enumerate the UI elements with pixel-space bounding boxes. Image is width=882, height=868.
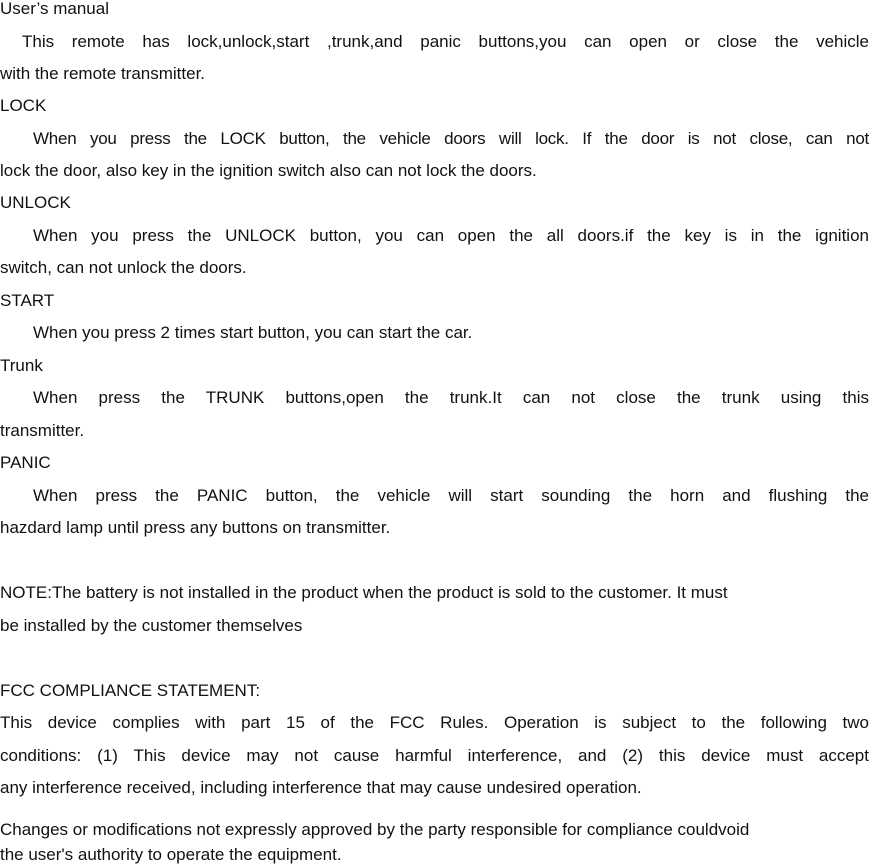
section-heading-start: START <box>0 291 55 310</box>
trunk-line-1: When press the TRUNK buttons,open the trunk.It can not close the trunk using this <box>33 388 869 407</box>
changes-line-1: Changes or modifications not expressly approved by the party responsible for compliance couldvoid <box>0 820 750 839</box>
fcc-line-1: This device complies with part 15 of the FCC Rules. Operation is subject to the following two <box>0 713 869 732</box>
changes-line-2: the user's authority to operate the equipment. <box>0 845 342 864</box>
intro-line-2: with the remote transmitter. <box>0 64 206 83</box>
panic-line-1: When press the PANIC button, the vehicle will start sounding the horn and flushing the <box>33 486 869 505</box>
section-heading-lock: LOCK <box>0 96 47 115</box>
trunk-line-2: transmitter. <box>0 421 85 440</box>
manual-title: User’s manual <box>0 0 109 18</box>
note-line-1: NOTE:The battery is not installed in the product when the product is sold to the customer. It must <box>0 583 728 602</box>
unlock-line-1: When you press the UNLOCK button, you can open the all doors.if the key is in the ignition <box>33 226 869 245</box>
start-line-1: When you press 2 times start button, you can start the car. <box>33 323 473 342</box>
lock-line-1: When you press the LOCK button, the vehicle doors will lock. If the door is not close, can not <box>33 129 869 148</box>
lock-line-2: lock the door, also key in the ignition switch also can not lock the doors. <box>0 161 537 180</box>
note-line-2: be installed by the customer themselves <box>0 616 303 635</box>
fcc-line-3: any interference received, including interference that may cause undesired operation. <box>0 778 642 797</box>
section-heading-panic: PANIC <box>0 453 51 472</box>
fcc-heading: FCC COMPLIANCE STATEMENT: <box>0 681 261 700</box>
fcc-line-2: conditions: (1) This device may not cause harmful interference, and (2) this device must accept <box>0 746 869 765</box>
intro-line-1: This remote has lock,unlock,start ,trunk,and panic buttons,you can open or close the vehicle <box>22 32 869 51</box>
panic-line-2: hazdard lamp until press any buttons on transmitter. <box>0 518 391 537</box>
section-heading-trunk: Trunk <box>0 356 43 375</box>
section-heading-unlock: UNLOCK <box>0 193 71 212</box>
unlock-line-2: switch, can not unlock the doors. <box>0 258 247 277</box>
